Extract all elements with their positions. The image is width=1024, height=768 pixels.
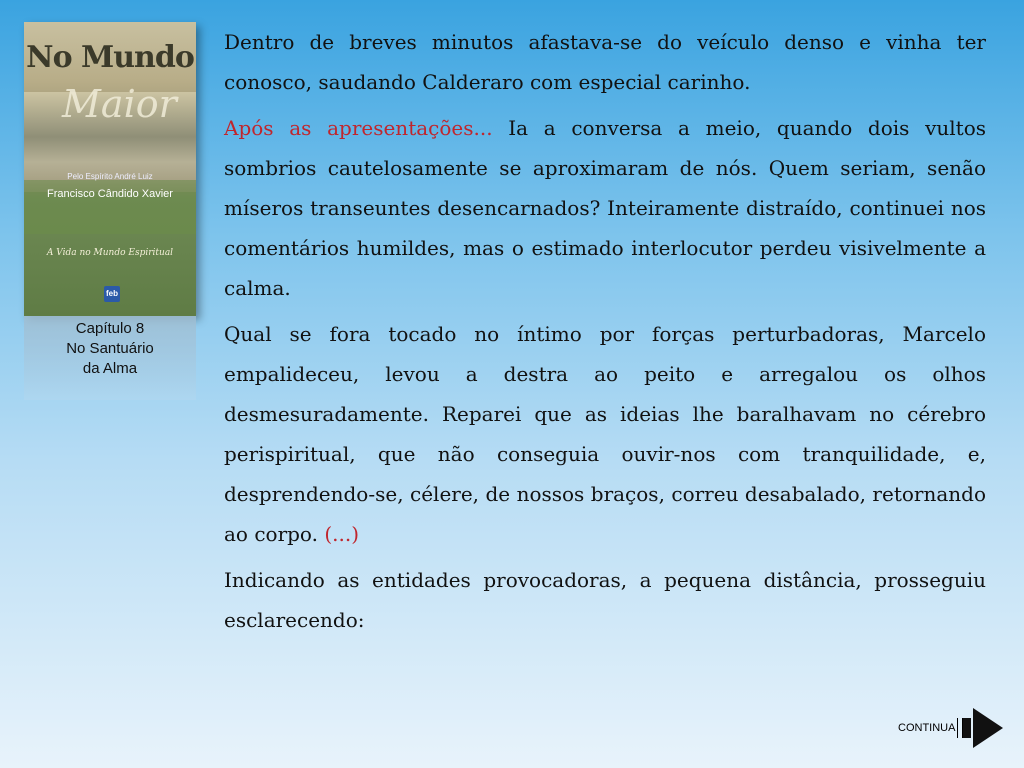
continue-label: CONTINUA (898, 722, 956, 734)
paragraph-3-tail: (...) (324, 522, 360, 546)
paragraph-1-text: Dentro de breves minutos afastava-se do veículo denso e vinha ter conosco, saudando Calderaro com especial carinho. (224, 30, 986, 94)
paragraph-1 (224, 22, 986, 102)
book-cover (24, 22, 196, 316)
caption-line3: da Alma (82, 360, 138, 377)
cover-title-line1: No Mundo (26, 40, 194, 75)
paragraph-4 (224, 560, 986, 640)
paragraph-3-text: Qual se fora tocado no íntimo por forças perturbadoras, Marcelo empalideceu, levou a destra ao peito e arregalou os olhos desmesuradamente. Reparei que as ideias lhe baralhavam no cérebro perispiritual, que não conseguia ouvir-nos com tranquilidade, e, desprendendo-se, célere, de nossos braços, correu desabalado, retornando ao corpo. (224, 322, 986, 546)
chapter-caption (24, 316, 196, 400)
caption-line1: Capítulo 8 (75, 320, 145, 337)
cover-title-line2: Maior (62, 82, 177, 126)
cover-author: Francisco Cândido Xavier (47, 188, 173, 200)
cover-subtitle: A Vida no Mundo Espiritual (46, 248, 174, 258)
caption-line2: No Santuário (66, 340, 154, 357)
arrow-right-icon[interactable] (973, 708, 1003, 748)
paragraph-2 (224, 108, 986, 308)
paragraph-4-text: Indicando as entidades provocadoras, a pequena distância, prosseguiu esclarecendo: (224, 568, 986, 632)
publisher-logo: feb (104, 286, 120, 302)
continue-button[interactable] (898, 708, 1003, 748)
arrow-shaft (963, 718, 971, 738)
body-text (224, 22, 986, 646)
paragraph-2-lead: Após as apresentações... (224, 116, 493, 140)
paragraph-3 (224, 314, 986, 554)
cover-author-pre: Pelo Espírito André Luiz (67, 172, 153, 181)
paragraph-2-text: Ia a conversa a meio, quando dois vultos sombrios cautelosamente se aproximaram de nós. Quem seriam, senão míseros transeuntes desencarnados? Inteiramente distraído, continuei nos comentários humildes, mas o estimado interlocutor perdeu visivelmente a calma. (224, 116, 987, 300)
